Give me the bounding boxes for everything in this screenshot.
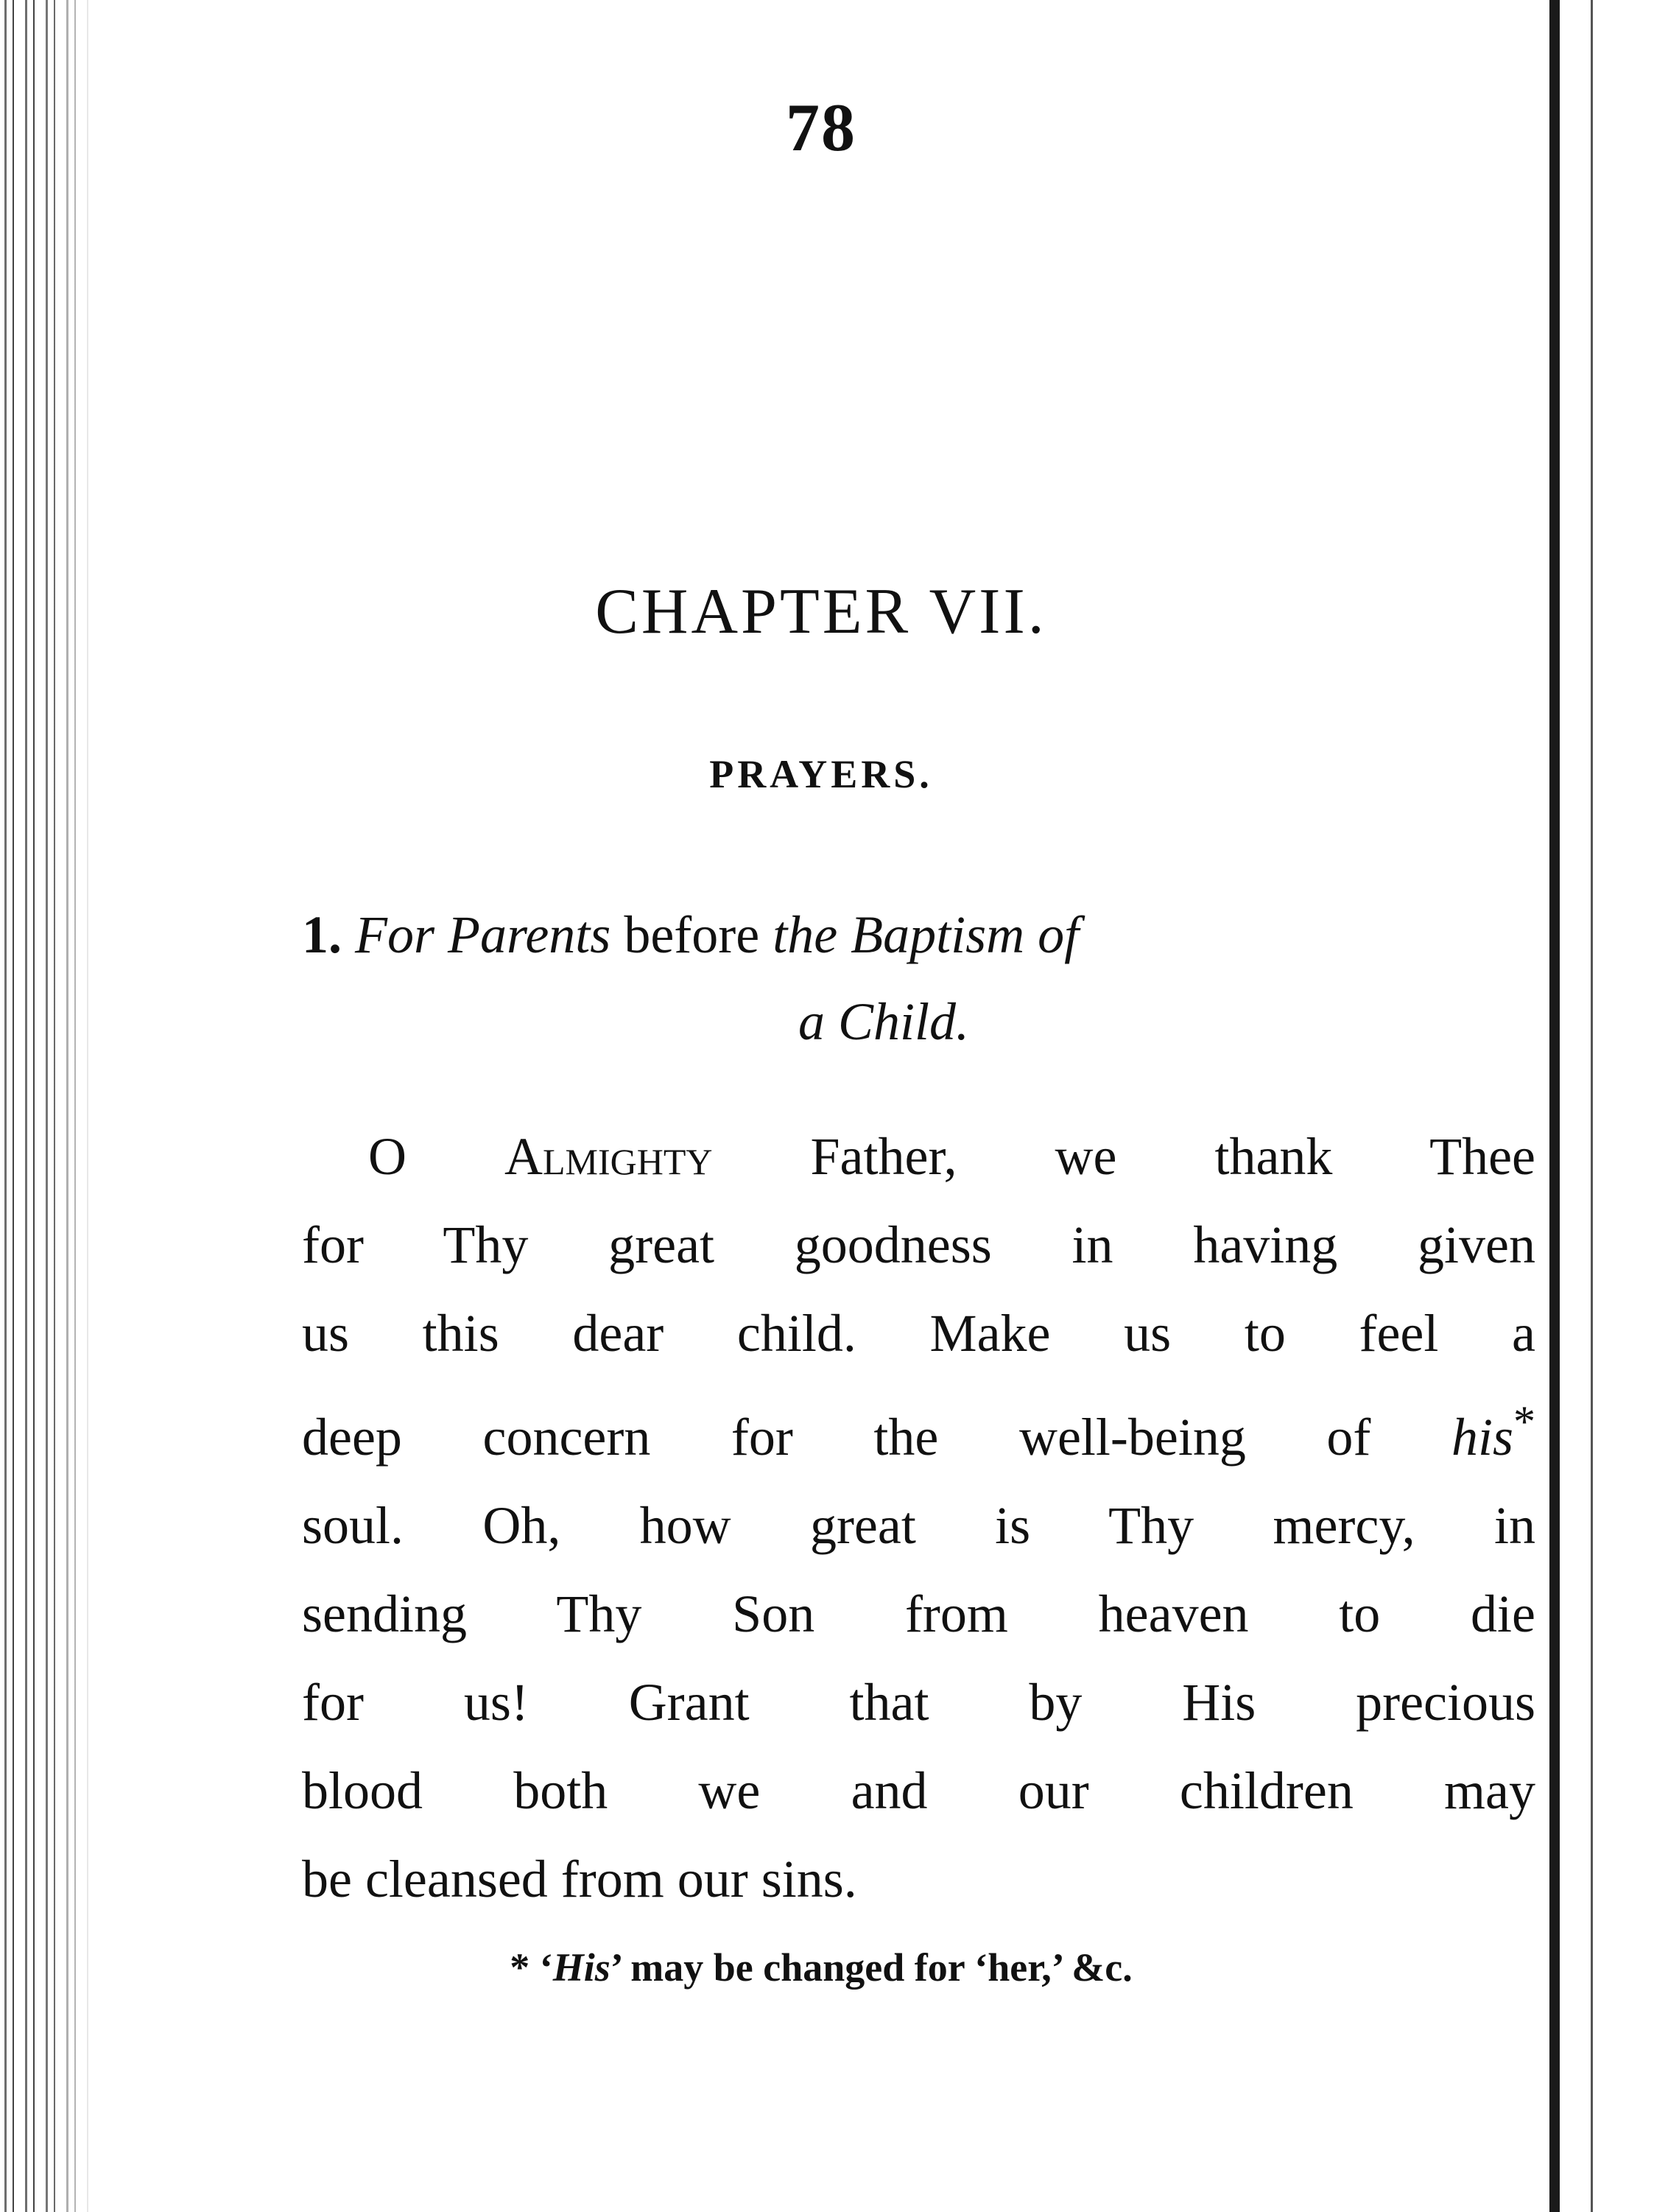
body-line-4-italic: his — [1451, 1408, 1513, 1467]
binding-edge — [1549, 0, 1560, 2212]
body-line-9: be cleansed from our sins. — [302, 1850, 857, 1909]
page-number: 78 — [786, 90, 856, 165]
prayer-heading-line-1 — [302, 891, 1465, 978]
body-line-1-rest: Father, we thank Thee — [810, 1127, 1535, 1186]
body-line-3: us this dear child. Make us to feel a — [302, 1304, 1535, 1363]
footnote-mark: * — [510, 1945, 530, 1990]
prayer-heading-italic-2: the Baptism of — [773, 905, 1080, 964]
body-opening-smallcaps: Almighty — [504, 1127, 713, 1186]
prayer-body — [302, 1112, 1535, 1923]
body-line-6: sending Thy Son from heaven to die — [302, 1584, 1535, 1643]
footnote-reference-mark: * — [1513, 1397, 1535, 1446]
prayer-heading-italic-1: For Parents — [355, 905, 611, 964]
footnote — [96, 1945, 1546, 1990]
prayer-heading-line-2: a Child. — [798, 992, 970, 1051]
body-line-8: blood both we and our children may — [302, 1761, 1535, 1820]
chapter-title: CHAPTER VII. — [595, 576, 1047, 647]
body-line-4 — [302, 1377, 1535, 1481]
book-page — [96, 0, 1546, 2212]
footnote-italic-word: His — [552, 1945, 610, 1990]
footnote-close-quote: ’ — [610, 1945, 621, 1990]
right-margin — [1560, 0, 1654, 2212]
body-line-4-start: deep concern for the well-being of — [302, 1408, 1371, 1467]
body-opening-word: O — [368, 1127, 407, 1186]
section-heading: PRAYERS. — [709, 752, 933, 796]
footnote-text: may be changed for ‘her,’ &c. — [630, 1945, 1133, 1990]
right-margin-line — [1591, 0, 1593, 2212]
prayer-number: 1. — [302, 905, 342, 964]
body-line-7: for us! Grant that by His precious — [302, 1673, 1535, 1732]
body-line-2: for Thy great goodness in having given — [302, 1215, 1535, 1274]
book-page-edges-fade — [44, 0, 96, 2212]
body-line-5: soul. Oh, how great is Thy mercy, in — [302, 1496, 1535, 1555]
prayer-heading — [302, 891, 1465, 1065]
prayer-heading-plain-1: before — [624, 905, 760, 964]
body-line-1 — [302, 1112, 1535, 1201]
footnote-open-quote: ‘ — [539, 1945, 553, 1990]
